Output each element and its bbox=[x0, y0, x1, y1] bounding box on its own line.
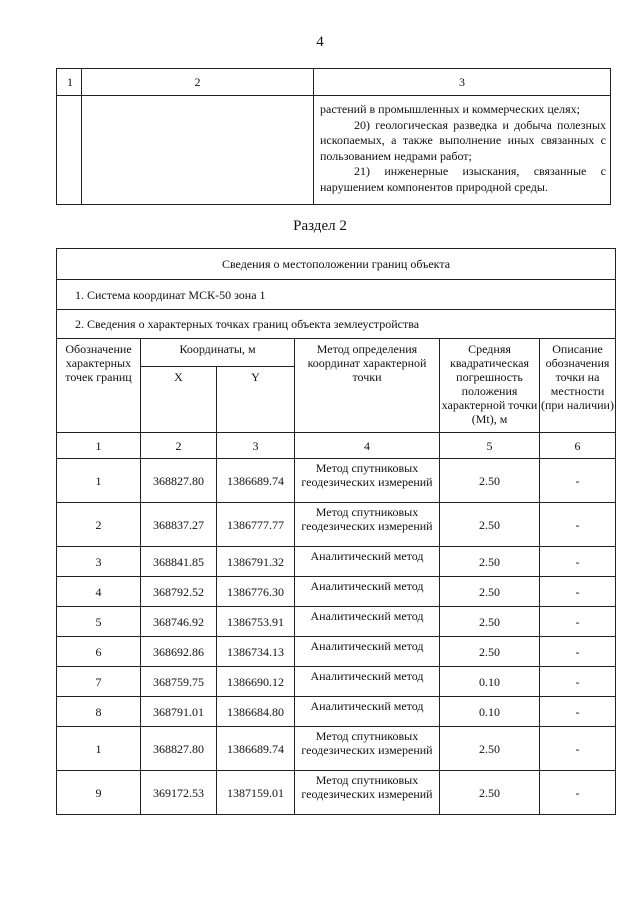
y-cell: 1387159.01 bbox=[217, 771, 295, 815]
col-y-header: Y bbox=[217, 367, 295, 433]
table-row bbox=[57, 577, 616, 607]
x-cell: 368841.85 bbox=[141, 547, 217, 577]
method-cell: Аналитический метод bbox=[295, 577, 440, 607]
header-row bbox=[57, 339, 616, 367]
col-number: 1 bbox=[57, 433, 141, 459]
y-cell: 1386689.74 bbox=[217, 727, 295, 771]
points-heading: 2. Сведения о характерных точках границ объекта землеустройства bbox=[57, 310, 616, 339]
x-cell: 368759.75 bbox=[141, 667, 217, 697]
continuation-cell-1 bbox=[57, 96, 82, 205]
y-cell: 1386684.80 bbox=[217, 697, 295, 727]
desc-cell: - bbox=[540, 577, 616, 607]
y-cell: 1386777.77 bbox=[217, 503, 295, 547]
col-x-header: X bbox=[141, 367, 217, 433]
continuation-line: растений в промышленных и коммерческих целях; bbox=[320, 102, 580, 116]
error-cell: 2.50 bbox=[440, 547, 540, 577]
method-cell: Аналитический метод bbox=[295, 547, 440, 577]
col-number: 4 bbox=[295, 433, 440, 459]
point-cell: 2 bbox=[57, 503, 141, 547]
continuation-body-row bbox=[57, 96, 611, 205]
col-number: 2 bbox=[141, 433, 217, 459]
point-cell: 9 bbox=[57, 771, 141, 815]
continuation-header-row bbox=[57, 69, 611, 96]
error-cell: 2.50 bbox=[440, 771, 540, 815]
desc-cell: - bbox=[540, 697, 616, 727]
desc-cell: - bbox=[540, 771, 616, 815]
point-cell: 8 bbox=[57, 697, 141, 727]
continuation-header-3: 3 bbox=[314, 69, 611, 96]
error-cell: 2.50 bbox=[440, 577, 540, 607]
continuation-cell-2 bbox=[82, 96, 314, 205]
table-row bbox=[57, 727, 616, 771]
y-cell: 1386791.32 bbox=[217, 547, 295, 577]
y-cell: 1386734.13 bbox=[217, 637, 295, 667]
error-cell: 2.50 bbox=[440, 727, 540, 771]
continuation-line: 20) геологическая разведка и добыча полезных ископаемых, а также выполнение иных связанных с пользованием недрами работ; bbox=[320, 117, 606, 163]
point-cell: 4 bbox=[57, 577, 141, 607]
page-number: 4 bbox=[316, 34, 324, 50]
table-row bbox=[57, 459, 616, 503]
continuation-cell-3 bbox=[314, 96, 611, 205]
points-heading-row bbox=[57, 310, 616, 339]
method-cell: Метод спутниковых геодезических измерений bbox=[295, 771, 440, 815]
desc-cell: - bbox=[540, 503, 616, 547]
col-coords-header: Координаты, м bbox=[141, 339, 295, 367]
table-row bbox=[57, 637, 616, 667]
desc-cell: - bbox=[540, 727, 616, 771]
point-cell: 5 bbox=[57, 607, 141, 637]
point-cell: 6 bbox=[57, 637, 141, 667]
error-cell: 2.50 bbox=[440, 607, 540, 637]
point-cell: 1 bbox=[57, 727, 141, 771]
error-cell: 2.50 bbox=[440, 503, 540, 547]
method-cell: Метод спутниковых геодезических измерений bbox=[295, 459, 440, 503]
x-cell: 369172.53 bbox=[141, 771, 217, 815]
method-cell: Аналитический метод bbox=[295, 667, 440, 697]
desc-cell: - bbox=[540, 667, 616, 697]
x-cell: 368692.86 bbox=[141, 637, 217, 667]
x-cell: 368827.80 bbox=[141, 727, 217, 771]
continuation-header-1: 1 bbox=[57, 69, 82, 96]
table-row bbox=[57, 697, 616, 727]
y-cell: 1386690.12 bbox=[217, 667, 295, 697]
x-cell: 368746.92 bbox=[141, 607, 217, 637]
method-cell: Аналитический метод bbox=[295, 637, 440, 667]
table-title: Сведения о местоположении границ объекта bbox=[57, 249, 616, 280]
point-cell: 1 bbox=[57, 459, 141, 503]
error-cell: 2.50 bbox=[440, 637, 540, 667]
method-cell: Метод спутниковых геодезических измерений bbox=[295, 727, 440, 771]
y-cell: 1386689.74 bbox=[217, 459, 295, 503]
x-cell: 368792.52 bbox=[141, 577, 217, 607]
table-row bbox=[57, 503, 616, 547]
desc-cell: - bbox=[540, 459, 616, 503]
desc-cell: - bbox=[540, 547, 616, 577]
point-cell: 3 bbox=[57, 547, 141, 577]
y-cell: 1386753.91 bbox=[217, 607, 295, 637]
coordinate-system-row bbox=[57, 280, 616, 310]
table-row bbox=[57, 607, 616, 637]
point-cell: 7 bbox=[57, 667, 141, 697]
col-error-header: Средняя квадратическая погрешность положения характерной точки (Mt), м bbox=[440, 339, 540, 433]
table-row bbox=[57, 667, 616, 697]
x-cell: 368837.27 bbox=[141, 503, 217, 547]
table-row bbox=[57, 547, 616, 577]
error-cell: 2.50 bbox=[440, 459, 540, 503]
method-cell: Метод спутниковых геодезических измерений bbox=[295, 503, 440, 547]
desc-cell: - bbox=[540, 607, 616, 637]
col-number: 3 bbox=[217, 433, 295, 459]
continuation-text bbox=[314, 96, 610, 195]
method-cell: Аналитический метод bbox=[295, 697, 440, 727]
desc-cell: - bbox=[540, 637, 616, 667]
x-cell: 368827.80 bbox=[141, 459, 217, 503]
col-method-header: Метод определения координат характерной точки bbox=[295, 339, 440, 433]
continuation-line: 21) инженерные изыскания, связанные с нарушением компонентов природной среды. bbox=[320, 164, 606, 194]
col-desc-header: Описание обозначения точки на местности (при наличии) bbox=[540, 339, 616, 433]
table-title-row bbox=[57, 249, 616, 280]
table-row bbox=[57, 771, 616, 815]
y-cell: 1386776.30 bbox=[217, 577, 295, 607]
error-cell: 0.10 bbox=[440, 697, 540, 727]
column-numbers-row bbox=[57, 433, 616, 459]
continuation-header-2: 2 bbox=[82, 69, 314, 96]
method-cell: Аналитический метод bbox=[295, 607, 440, 637]
coordinate-system: 1. Система координат МСК-50 зона 1 bbox=[57, 280, 616, 310]
section-title: Раздел 2 bbox=[293, 218, 347, 234]
col-point-header: Обозначение характерных точек границ bbox=[57, 339, 141, 433]
col-number: 6 bbox=[540, 433, 616, 459]
x-cell: 368791.01 bbox=[141, 697, 217, 727]
col-number: 5 bbox=[440, 433, 540, 459]
boundaries-table bbox=[56, 248, 616, 815]
error-cell: 0.10 bbox=[440, 667, 540, 697]
continuation-table bbox=[56, 68, 611, 205]
